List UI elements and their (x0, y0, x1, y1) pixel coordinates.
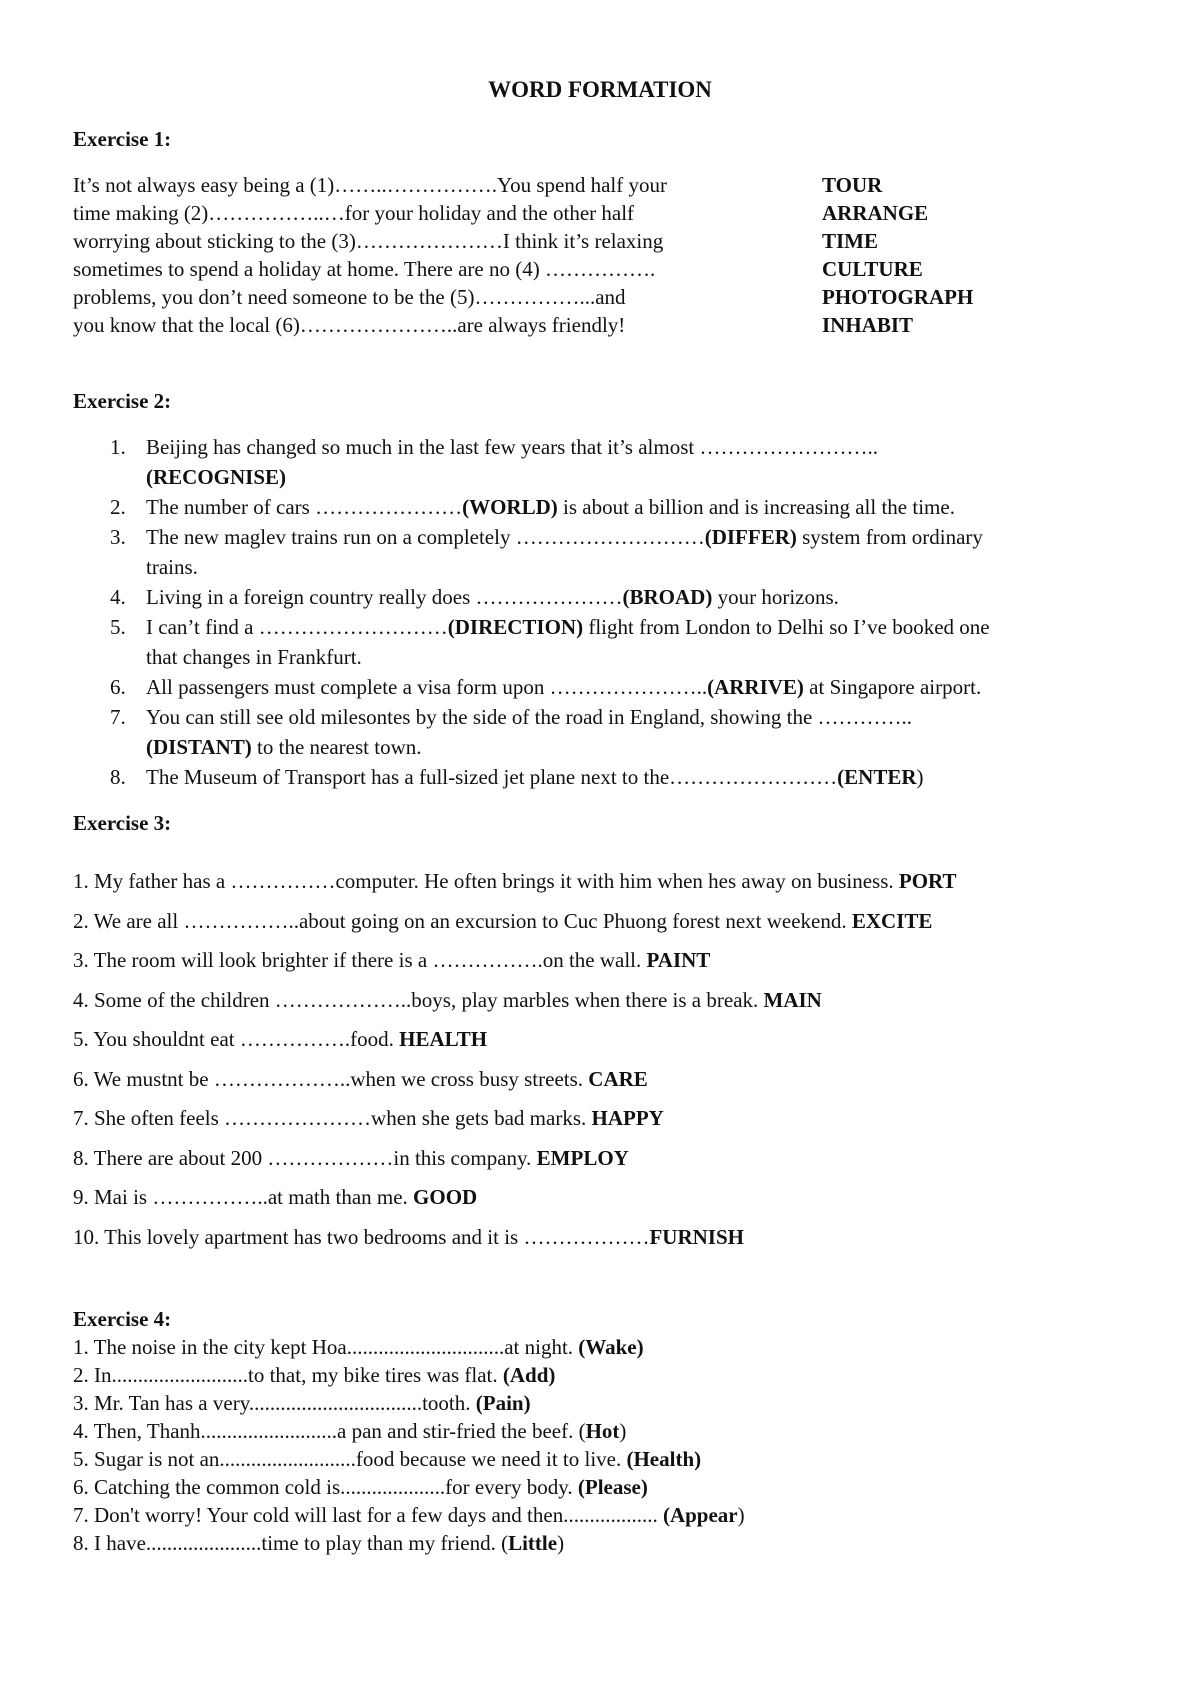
ex4-item: 4. Then, Thanh..........................a pan and stir-fried the beef. (Hot) (73, 1419, 627, 1443)
ex3-item: 10. This lovely apartment has two bedrooms and it is ………………FURNISH (73, 1225, 744, 1249)
ex4-item: 6. Catching the common cold is....................for every body. (Please) (73, 1475, 648, 1499)
ex4-item: 5. Sugar is not an..........................food because we need it to live. (Health) (73, 1447, 702, 1471)
exercise-2-heading: Exercise 2: (73, 389, 172, 413)
ex4-item: 7. Don't worry! Your cold will last for a few days and then.................. (Appear) (73, 1503, 745, 1527)
ex1-text-line: sometimes to spend a holiday at home. There are no (4) ……………. (73, 257, 656, 281)
ex3-item: 9. Mai is ……………..at math than me. GOOD (73, 1185, 478, 1209)
ex1-base-word: ARRANGE (822, 201, 929, 225)
ex2-item-text: All passengers must complete a visa form upon …………………..(ARRIVE) at Singapore airport. (146, 675, 982, 699)
ex2-item-text: The Museum of Transport has a full-sized jet plane next to the……………………(ENTER) (146, 765, 924, 789)
ex2-item-number: 3. (110, 525, 126, 549)
ex2-item-text: The number of cars …………………(WORLD) is about a billion and is increasing all the time. (146, 495, 955, 519)
ex1-text-line: you know that the local (6)…………………..are always friendly! (73, 313, 626, 337)
ex1-text-line: worrying about sticking to the (3)…………………I think it’s relaxing (73, 229, 664, 253)
ex4-item: 2. In..........................to that, my bike tires was flat. (Add) (73, 1363, 556, 1387)
ex3-item: 8. There are about 200 ………………in this company. EMPLOY (73, 1146, 629, 1170)
ex1-base-word: INHABIT (822, 313, 914, 337)
ex2-item-continuation: trains. (146, 555, 198, 579)
ex4-item: 3. Mr. Tan has a very.................................tooth. (Pain) (73, 1391, 531, 1415)
ex4-item: 1. The noise in the city kept Hoa..............................at night. (Wake) (73, 1335, 644, 1359)
ex2-item-continuation: (RECOGNISE) (146, 465, 287, 489)
ex2-item-number: 2. (110, 495, 126, 519)
page-title: WORD FORMATION (488, 77, 712, 102)
ex2-item-text: Beijing has changed so much in the last few years that it’s almost …………………….. (146, 435, 878, 459)
ex2-item-number: 1. (110, 435, 126, 459)
ex3-item: 7. She often feels …………………when she gets bad marks. HAPPY (73, 1106, 664, 1130)
ex2-item-number: 6. (110, 675, 126, 699)
ex3-item: 5. You shouldnt eat …………….food. HEALTH (73, 1027, 488, 1051)
ex3-item: 3. The room will look brighter if there is a …………….on the wall. PAINT (73, 948, 711, 972)
ex1-base-word: CULTURE (822, 257, 923, 281)
ex4-item: 8. I have......................time to play than my friend. (Little) (73, 1531, 565, 1555)
ex2-item-number: 4. (110, 585, 126, 609)
exercise-3-heading: Exercise 3: (73, 811, 172, 835)
ex3-item: 4. Some of the children ………………..boys, play marbles when there is a break. MAIN (73, 988, 822, 1012)
ex2-item-text: I can’t find a ………………………(DIRECTION) flight from London to Delhi so I’ve booked one (146, 615, 990, 639)
ex2-item-number: 8. (110, 765, 126, 789)
ex1-base-word: TOUR (822, 173, 883, 197)
ex1-text-line: time making (2)……………..…for your holiday and the other half (73, 201, 635, 225)
ex1-text-line: problems, you don’t need someone to be the (5)……………...and (73, 285, 626, 309)
ex2-item-text: The new maglev trains run on a completely ………………………(DIFFER) system from ordinary (146, 525, 983, 549)
ex2-item-number: 5. (110, 615, 126, 639)
ex2-item-continuation: that changes in Frankfurt. (146, 645, 362, 669)
ex1-base-word: PHOTOGRAPH (822, 285, 974, 309)
ex2-item-number: 7. (110, 705, 126, 729)
ex3-item: 6. We mustnt be ………………..when we cross busy streets. CARE (73, 1067, 648, 1091)
ex2-item-text: You can still see old milesontes by the side of the road in England, showing the ………….. (146, 705, 913, 729)
ex2-item-continuation: (DISTANT) to the nearest town. (146, 735, 422, 759)
exercise-1-heading: Exercise 1: (73, 127, 172, 151)
exercise-4-heading: Exercise 4: (73, 1307, 172, 1331)
ex1-text-line: It’s not always easy being a (1)……..…………….You spend half your (73, 173, 667, 197)
ex3-item: 2. We are all ……………..about going on an excursion to Cuc Phuong forest next weekend. EXCITE (73, 909, 933, 933)
ex1-base-word: TIME (822, 229, 879, 253)
ex3-item: 1. My father has a ……………computer. He often brings it with him when hes away on business. PORT (73, 869, 957, 893)
ex2-item-text: Living in a foreign country really does …………………(BROAD) your horizons. (146, 585, 839, 609)
